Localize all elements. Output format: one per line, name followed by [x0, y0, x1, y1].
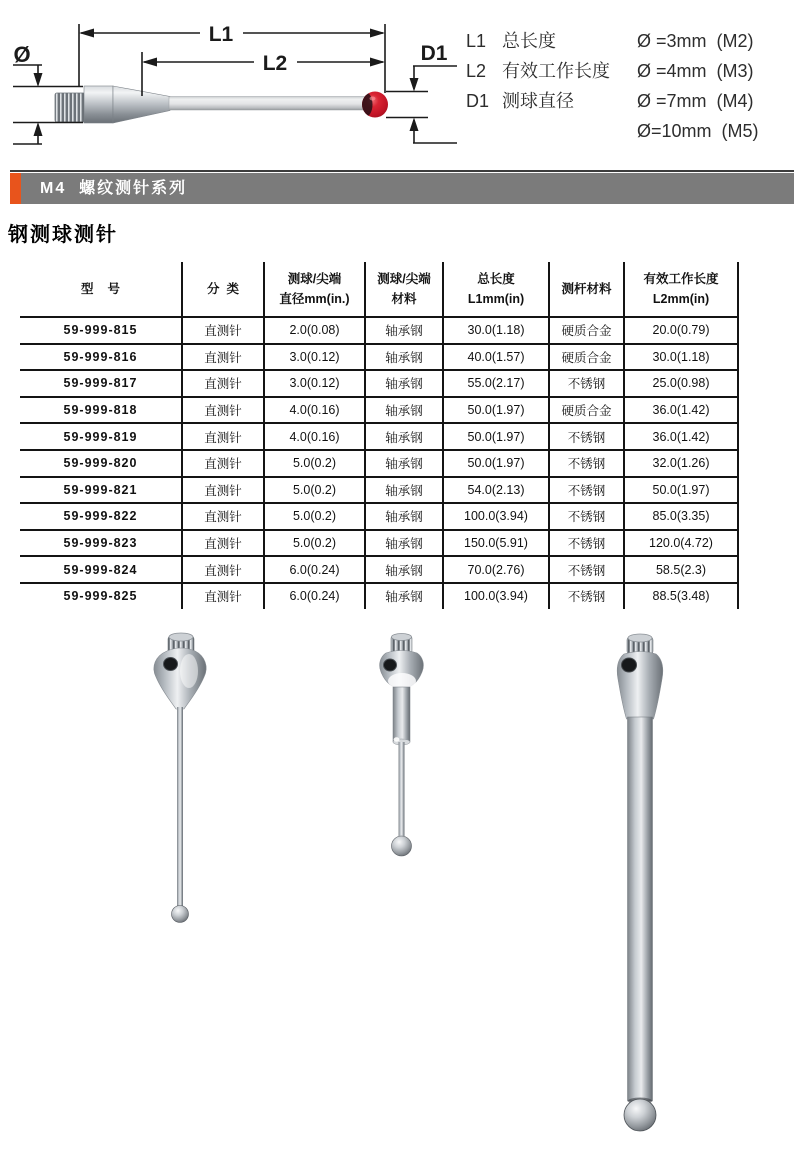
col-header-working-length: 有效工作长度 L2mm(in) — [624, 262, 738, 317]
cell-total-length: 100.0(3.94) — [443, 583, 549, 609]
cell-tip-diameter: 5.0(0.2) — [264, 477, 365, 504]
cell-tip-diameter: 5.0(0.2) — [264, 503, 365, 530]
cell-category: 直测针 — [182, 344, 264, 371]
cell-tip-material: 轴承钢 — [365, 423, 443, 450]
cell-total-length: 55.0(2.17) — [443, 370, 549, 397]
cell-stem-material: 硬质合金 — [549, 344, 624, 371]
cell-total-length: 50.0(1.97) — [443, 450, 549, 477]
cell-model: 59-999-815 — [20, 317, 182, 344]
cell-total-length: 40.0(1.57) — [443, 344, 549, 371]
col-header-model: 型 号 — [20, 262, 182, 317]
set-screw-hole — [622, 658, 637, 672]
cell-model: 59-999-818 — [20, 397, 182, 424]
set-screw-hole — [384, 659, 397, 671]
table-row — [20, 583, 738, 609]
cell-category: 直测针 — [182, 317, 264, 344]
spec-table-header — [20, 262, 738, 317]
cell-model: 59-999-816 — [20, 344, 182, 371]
cell-tip-diameter: 4.0(0.16) — [264, 397, 365, 424]
cell-model: 59-999-820 — [20, 450, 182, 477]
cell-stem-material: 不锈钢 — [549, 450, 624, 477]
legend-code: L1 — [466, 31, 487, 51]
cell-tip-diameter: 6.0(0.24) — [264, 583, 365, 609]
cell-tip-material: 轴承钢 — [365, 530, 443, 557]
stylus-stem — [628, 717, 653, 1101]
legend-code: L2 — [466, 61, 487, 81]
cell-stem-material: 不锈钢 — [549, 556, 624, 583]
cell-tip-material: 轴承钢 — [365, 503, 443, 530]
cell-tip-diameter: 2.0(0.08) — [264, 317, 365, 344]
section-header-bar — [10, 173, 794, 204]
legend-item — [466, 26, 610, 56]
cell-category: 直测针 — [182, 423, 264, 450]
cell-stem-material: 不锈钢 — [549, 583, 624, 609]
dim-label-l2: L2 — [262, 52, 288, 75]
diagram-shaft — [169, 97, 365, 111]
cell-category: 直测针 — [182, 503, 264, 530]
stylus-ball — [624, 1099, 656, 1131]
dim-label-l1: L1 — [208, 23, 234, 46]
cell-tip-diameter: 5.0(0.2) — [264, 530, 365, 557]
cell-model: 59-999-824 — [20, 556, 182, 583]
cell-model: 59-999-819 — [20, 423, 182, 450]
cell-working-length: 120.0(4.72) — [624, 530, 738, 557]
legend-item — [466, 56, 610, 86]
diagram-stylus — [55, 86, 388, 123]
cell-total-length: 50.0(1.97) — [443, 397, 549, 424]
thread-size-item: Ø =4mm (M3) — [637, 61, 754, 81]
cell-model: 59-999-821 — [20, 477, 182, 504]
diagram-collar — [84, 86, 113, 123]
cell-stem-material: 不锈钢 — [549, 370, 624, 397]
accent-block — [10, 173, 21, 204]
stylus-long-image — [617, 634, 663, 1131]
thread-size-item: Ø=10mm (M5) — [637, 121, 759, 141]
cell-working-length: 58.5(2.3) — [624, 556, 738, 583]
thread-size-item: Ø =3mm (M2) — [637, 31, 754, 51]
spec-table — [20, 262, 739, 609]
cell-stem-material: 不锈钢 — [549, 477, 624, 504]
col-header-tip-diameter: 测球/尖端 直径mm(in.) — [264, 262, 365, 317]
cell-model: 59-999-822 — [20, 503, 182, 530]
col-header-total-length: 总长度 L1mm(in) — [443, 262, 549, 317]
dim-label-dia: Ø — [13, 42, 31, 67]
cell-stem-material: 不锈钢 — [549, 530, 624, 557]
cell-working-length: 30.0(1.18) — [624, 344, 738, 371]
section-divider-line — [10, 170, 794, 172]
table-row — [20, 370, 738, 397]
cell-working-length: 32.0(1.26) — [624, 450, 738, 477]
cell-total-length: 30.0(1.18) — [443, 317, 549, 344]
cell-category: 直测针 — [182, 370, 264, 397]
cell-tip-diameter: 6.0(0.24) — [264, 556, 365, 583]
cell-working-length: 36.0(1.42) — [624, 397, 738, 424]
col-header-tip-material: 测球/尖端 材料 — [365, 262, 443, 317]
table-row — [20, 344, 738, 371]
cell-working-length: 25.0(0.98) — [624, 370, 738, 397]
diagram-thread — [55, 93, 86, 122]
cell-tip-material: 轴承钢 — [365, 450, 443, 477]
stylus-stem — [399, 742, 405, 838]
dim-label-d1: D1 — [420, 42, 448, 65]
cell-tip-material: 轴承钢 — [365, 344, 443, 371]
cell-tip-material: 轴承钢 — [365, 317, 443, 344]
stylus-stem — [177, 707, 183, 907]
cell-model: 59-999-825 — [63, 589, 138, 604]
legend-thread-sizes — [637, 26, 759, 146]
cell-total-length: 100.0(3.94) — [443, 503, 549, 530]
legend-label: 总长度 — [502, 31, 556, 51]
product-photos — [100, 615, 750, 1162]
cell-tip-material: 轴承钢 — [365, 397, 443, 424]
ball-highlight — [370, 97, 376, 101]
table-row — [20, 556, 738, 583]
table-row — [20, 450, 738, 477]
legend-label: 有效工作长度 — [502, 61, 610, 81]
cell-category: 直测针 — [182, 450, 264, 477]
cell-total-length: 150.0(5.91) — [443, 530, 549, 557]
cell-total-length: 50.0(1.97) — [443, 423, 549, 450]
cell-stem-material: 硬质合金 — [549, 317, 624, 344]
cell-model: 59-999-823 — [20, 530, 182, 557]
cell-tip-material: 轴承钢 — [365, 556, 443, 583]
cell-category: 直测针 — [182, 530, 264, 557]
table-row — [20, 317, 738, 344]
cell-tip-diameter: 5.0(0.2) — [264, 450, 365, 477]
page-subtitle: 钢测球测针 — [8, 224, 118, 246]
cell-category: 直测针 — [182, 556, 264, 583]
cell-working-length: 88.5(3.48) — [624, 583, 738, 609]
cell-tip-diameter: 3.0(0.12) — [264, 370, 365, 397]
cell-stem-material: 不锈钢 — [549, 503, 624, 530]
legend-item — [466, 86, 610, 116]
set-screw-hole — [164, 658, 178, 671]
cell-tip-material: 轴承钢 — [365, 477, 443, 504]
cell-tip-diameter: 4.0(0.16) — [264, 423, 365, 450]
header-row — [20, 262, 738, 317]
table-row — [20, 530, 738, 557]
stylus-medium-image — [380, 634, 424, 857]
legend-label: 测球直径 — [502, 91, 574, 111]
col-header-category: 分 类 — [182, 262, 264, 317]
thread-size-item: Ø =7mm (M4) — [637, 91, 754, 111]
table-row — [20, 397, 738, 424]
cell-stem-material: 硬质合金 — [549, 397, 624, 424]
table-row — [20, 503, 738, 530]
cell-tip-material: 轴承钢 — [365, 583, 443, 609]
cell-working-length: 85.0(3.35) — [624, 503, 738, 530]
table-row — [20, 423, 738, 450]
col-header-stem-material: 测杆材料 — [549, 262, 624, 317]
spec-table-body — [20, 317, 738, 609]
cell-category: 直测针 — [182, 583, 264, 609]
cell-tip-material: 轴承钢 — [365, 370, 443, 397]
cell-category: 直测针 — [182, 397, 264, 424]
cell-working-length: 50.0(1.97) — [624, 477, 738, 504]
stylus-ball — [172, 906, 189, 923]
legend-code: D1 — [466, 91, 490, 111]
dimension-lines — [13, 23, 457, 144]
cell-total-length: 70.0(2.76) — [443, 556, 549, 583]
cell-working-length: 36.0(1.42) — [624, 423, 738, 450]
stylus-body — [154, 648, 206, 709]
cell-working-length: 20.0(0.79) — [624, 317, 738, 344]
cell-tip-diameter: 3.0(0.12) — [264, 344, 365, 371]
cell-total-length: 54.0(2.13) — [443, 477, 549, 504]
stylus-short-image — [154, 633, 206, 923]
cell-model: 59-999-817 — [20, 370, 182, 397]
cell-stem-material: 不锈钢 — [549, 423, 624, 450]
legend-dimension-definitions — [466, 26, 610, 116]
stylus-ball — [392, 836, 412, 856]
cell-category: 直测针 — [182, 477, 264, 504]
table-row — [20, 477, 738, 504]
stylus-upper-stem — [393, 687, 410, 742]
section-title: M4 螺纹测针系列 — [40, 180, 188, 197]
